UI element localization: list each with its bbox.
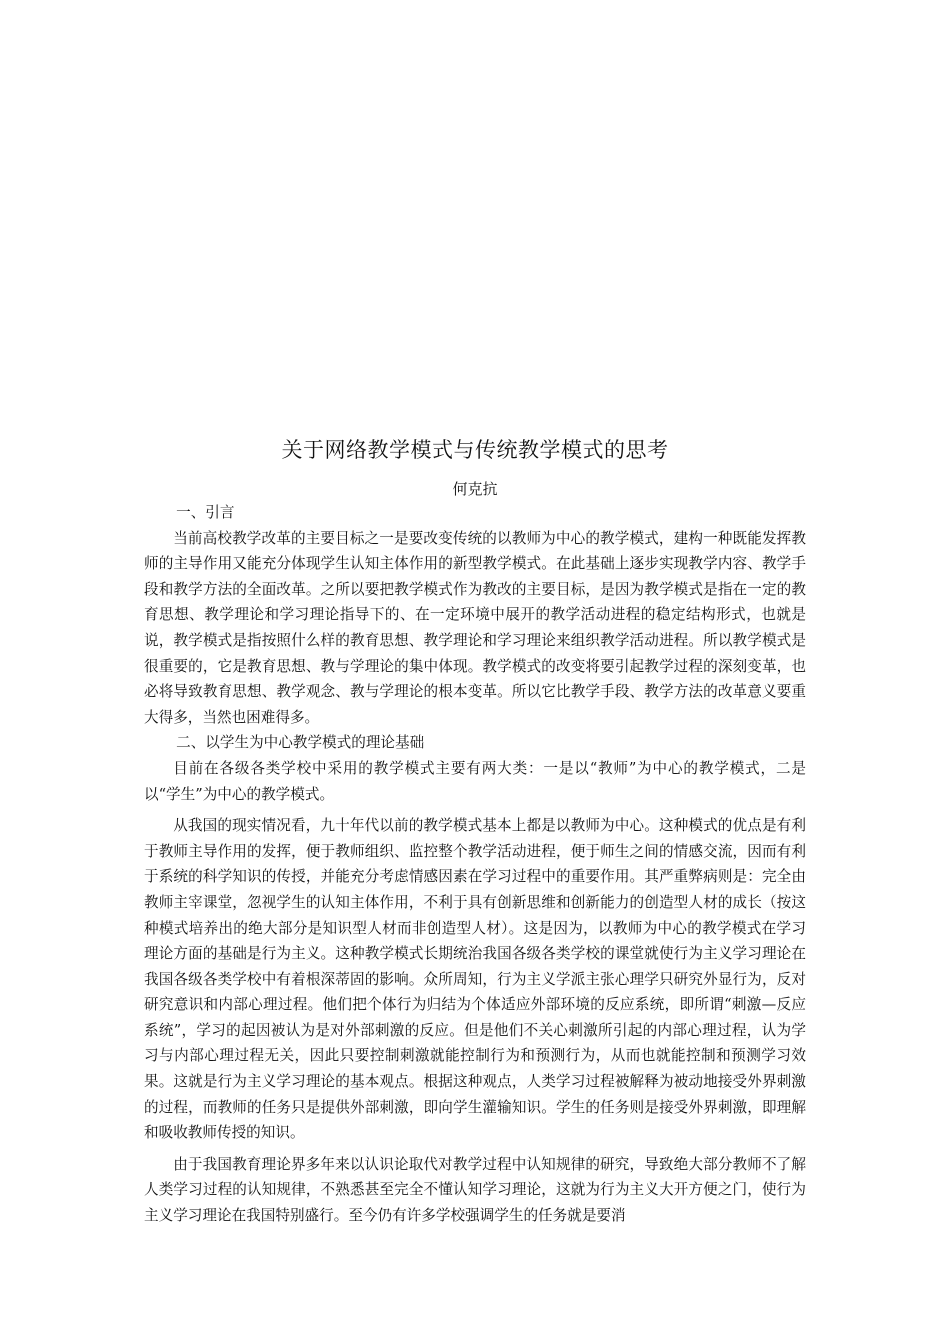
section-heading-theory: 二、以学生为中心教学模式的理论基础 bbox=[176, 734, 425, 752]
paragraph-behaviorism-prevalence: 由于我国教育理论界多年来以认识论取代对教学过程中认知规律的研究，导致绝大部分教师不了解人类学习过程的认知规律，不熟悉甚至完全不懂认知学习理论，这就为行为主义大开方便之门，使行为主义学习理论在我国特别盛行。至今仍有许多学校强调学生的任务就是要消 bbox=[144, 1155, 806, 1225]
document-author: 何克抗 bbox=[452, 480, 498, 498]
document-body bbox=[144, 500, 806, 1229]
paragraph-teacher-centered: 从我国的现实情况看，九十年代以前的教学模式基本上都是以教师为中心。这种模式的优点是有利于教师主导作用的发挥，便于教师组织、监控整个教学活动进程，便于师生之间的情感交流，因而有利于系统的科学知识的传授，并能充分考虑情感因素在学习过程中的重要作用。其严重弊病则是：完全由教师主宰课堂，忽视学生的认知主体作用，不利于具有创新思维和创新能力的创造型人材的成长（按这种模式培养出的绝大部分是知识型人材而非创造型人材）。这是因为，以教师为中心的教学模式在学习理论方面的基础是行为主义。这种教学模式长期统治我国各级各类学校的课堂就使行为主义学习理论在我国各级各类学校中有着根深蒂固的影响。众所周知，行为主义学派主张心理学只研究外显行为，反对研究意识和内部心理过程。他们把个体行为归结为个体适应外部环境的反应系统，即所谓“刺激—反应系统”，学习的起因被认为是对外部刺激的反应。但是他们不关心刺激所引起的内部心理过程，认为学习与内部心理过程无关，因此只要控制刺激就能控制行为和预测行为，从而也就能控制和预测学习效果。这就是行为主义学习理论的基本观点。根据这种观点，人类学习过程被解释为被动地接受外界刺激的过程，而教师的任务只是提供外部刺激，即向学生灌输知识。学生的任务则是接受外界刺激，即理解和吸收教师传授的知识。 bbox=[144, 817, 806, 1142]
paragraph-introduction: 当前高校教学改革的主要目标之一是要改变传统的以教师为中心的教学模式，建构一种既能发挥教师的主导作用又能充分体现学生认知主体作用的新型教学模式。在此基础上逐步实现教学内容、教学手段和教学方法的全面改革。之所以要把教学模式作为教改的主要目标，是因为教学模式是指在一定的教育思想、教学理论和学习理论指导下的、在一定环境中展开的教学活动进程的稳定结构形式，也就是说，教学模式是指按照什么样的教育思想、教学理论和学习理论来组织教学活动进程。所以教学模式是很重要的，它是教育思想、教与学理论的集中体现。教学模式的改变将要引起教学过程的深刻变革，也必将导致教育思想、教学观念、教与学理论的根本变革。所以它比教学手段、教学方法的改革意义要重大得多，当然也困难得多。 bbox=[144, 529, 806, 726]
paragraph-two-models: 目前在各级各类学校中采用的教学模式主要有两大类：一是以“教师”为中心的教学模式，二是以“学生”为中心的教学模式。 bbox=[144, 759, 806, 803]
document-title: 关于网络教学模式与传统教学模式的思考 bbox=[281, 438, 669, 462]
section-heading-introduction: 一、引言 bbox=[176, 504, 235, 521]
